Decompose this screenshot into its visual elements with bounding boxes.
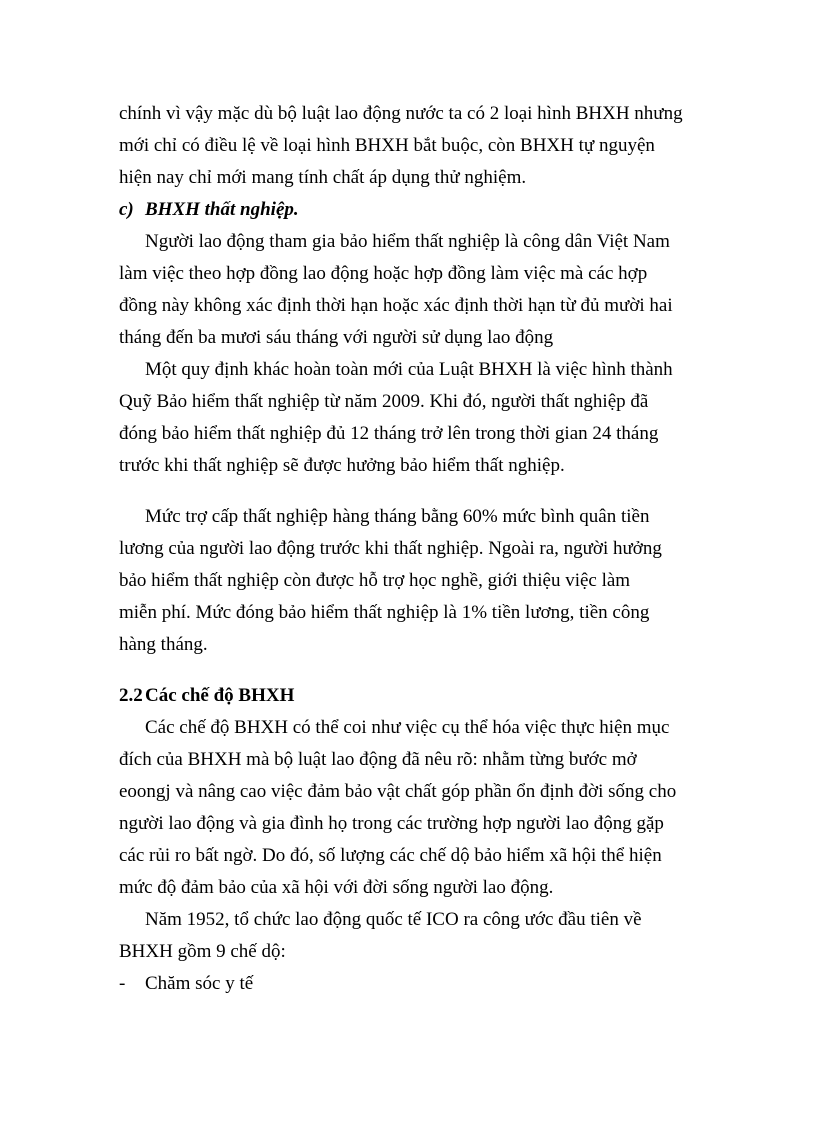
paragraph-line: các rủi ro bất ngờ. Do đó, số lượng các chế dộ bảo hiểm xã hội thể hiện [119, 845, 662, 866]
paragraph-line: Các chế độ BHXH có thể coi như việc cụ thể hóa việc thực hiện mục [145, 717, 670, 738]
paragraph-line: miễn phí. Mức đóng bảo hiểm thất nghiệp là 1% tiền lương, tiền công [119, 602, 650, 623]
paragraph-line: người lao động và gia đình họ trong các trường hợp người lao động gặp [119, 813, 664, 834]
section-heading-2-2 [119, 684, 294, 708]
paragraph-line: đích của BHXH mà bộ luật lao động đã nêu rõ: nhằm từng bước mở [119, 749, 637, 770]
paragraph-line: Năm 1952, tổ chức lao động quốc tế ICO ra công ước đầu tiên về [145, 909, 642, 930]
paragraph-line: hiện nay chỉ mới mang tính chất áp dụng thử nghiệm. [119, 167, 527, 188]
section-heading-c [119, 198, 299, 222]
heading-text: BHXH thất nghiệp. [145, 199, 299, 220]
paragraph-line: Người lao động tham gia bảo hiểm thất nghiệp là công dân Việt Nam [145, 231, 670, 252]
section-title: Các chế độ BHXH [145, 685, 295, 706]
paragraph-line: BHXH gồm 9 chế dộ: [119, 941, 286, 962]
list-item [119, 972, 253, 996]
paragraph-line: làm việc theo hợp đồng lao động hoặc hợp đồng làm việc mà các hợp [119, 263, 648, 284]
paragraph-line: Mức trợ cấp thất nghiệp hàng tháng bằng 60% mức bình quân tiền [145, 506, 650, 527]
paragraph-line: Một quy định khác hoàn toàn mới của Luật BHXH là việc hình thành [145, 359, 673, 380]
paragraph-line: trước khi thất nghiệp sẽ được hưởng bảo hiểm thất nghiệp. [119, 455, 565, 476]
paragraph-line: eoongj và nâng cao việc đảm bảo vật chất góp phần ổn định đời sống cho [119, 781, 677, 802]
section-number: 2.2 [119, 685, 143, 706]
paragraph-line: đồng này không xác định thời hạn hoặc xác định thời hạn từ đủ mười hai [119, 295, 673, 316]
paragraph-line: hàng tháng. [119, 634, 208, 655]
paragraph-line: Quỹ Bảo hiểm thất nghiệp từ năm 2009. Khi đó, người thất nghiệp đã [119, 391, 649, 412]
paragraph-line: mức độ đảm bảo của xã hội với đời sống người lao động. [119, 877, 554, 898]
paragraph-line: mới chỉ có điều lệ về loại hình BHXH bắt buộc, còn BHXH tự nguyện [119, 135, 655, 156]
list-item-text: Chăm sóc y tế [145, 973, 254, 994]
paragraph-line: đóng bảo hiểm thất nghiệp đủ 12 tháng trở lên trong thời gian 24 tháng [119, 423, 659, 444]
paragraph-line: chính vì vậy mặc dù bộ luật lao động nước ta có 2 loại hình BHXH nhưng [119, 103, 683, 124]
paragraph-line: bảo hiểm thất nghiệp còn được hỗ trợ học nghề, giới thiệu việc làm [119, 570, 631, 591]
heading-label: c) [119, 199, 134, 220]
list-marker: - [119, 973, 126, 994]
paragraph-line: tháng đến ba mươi sáu tháng với người sử dụng lao động [119, 327, 554, 348]
paragraph-line: lương của người lao động trước khi thất nghiệp. Ngoài ra, người hưởng [119, 538, 662, 559]
